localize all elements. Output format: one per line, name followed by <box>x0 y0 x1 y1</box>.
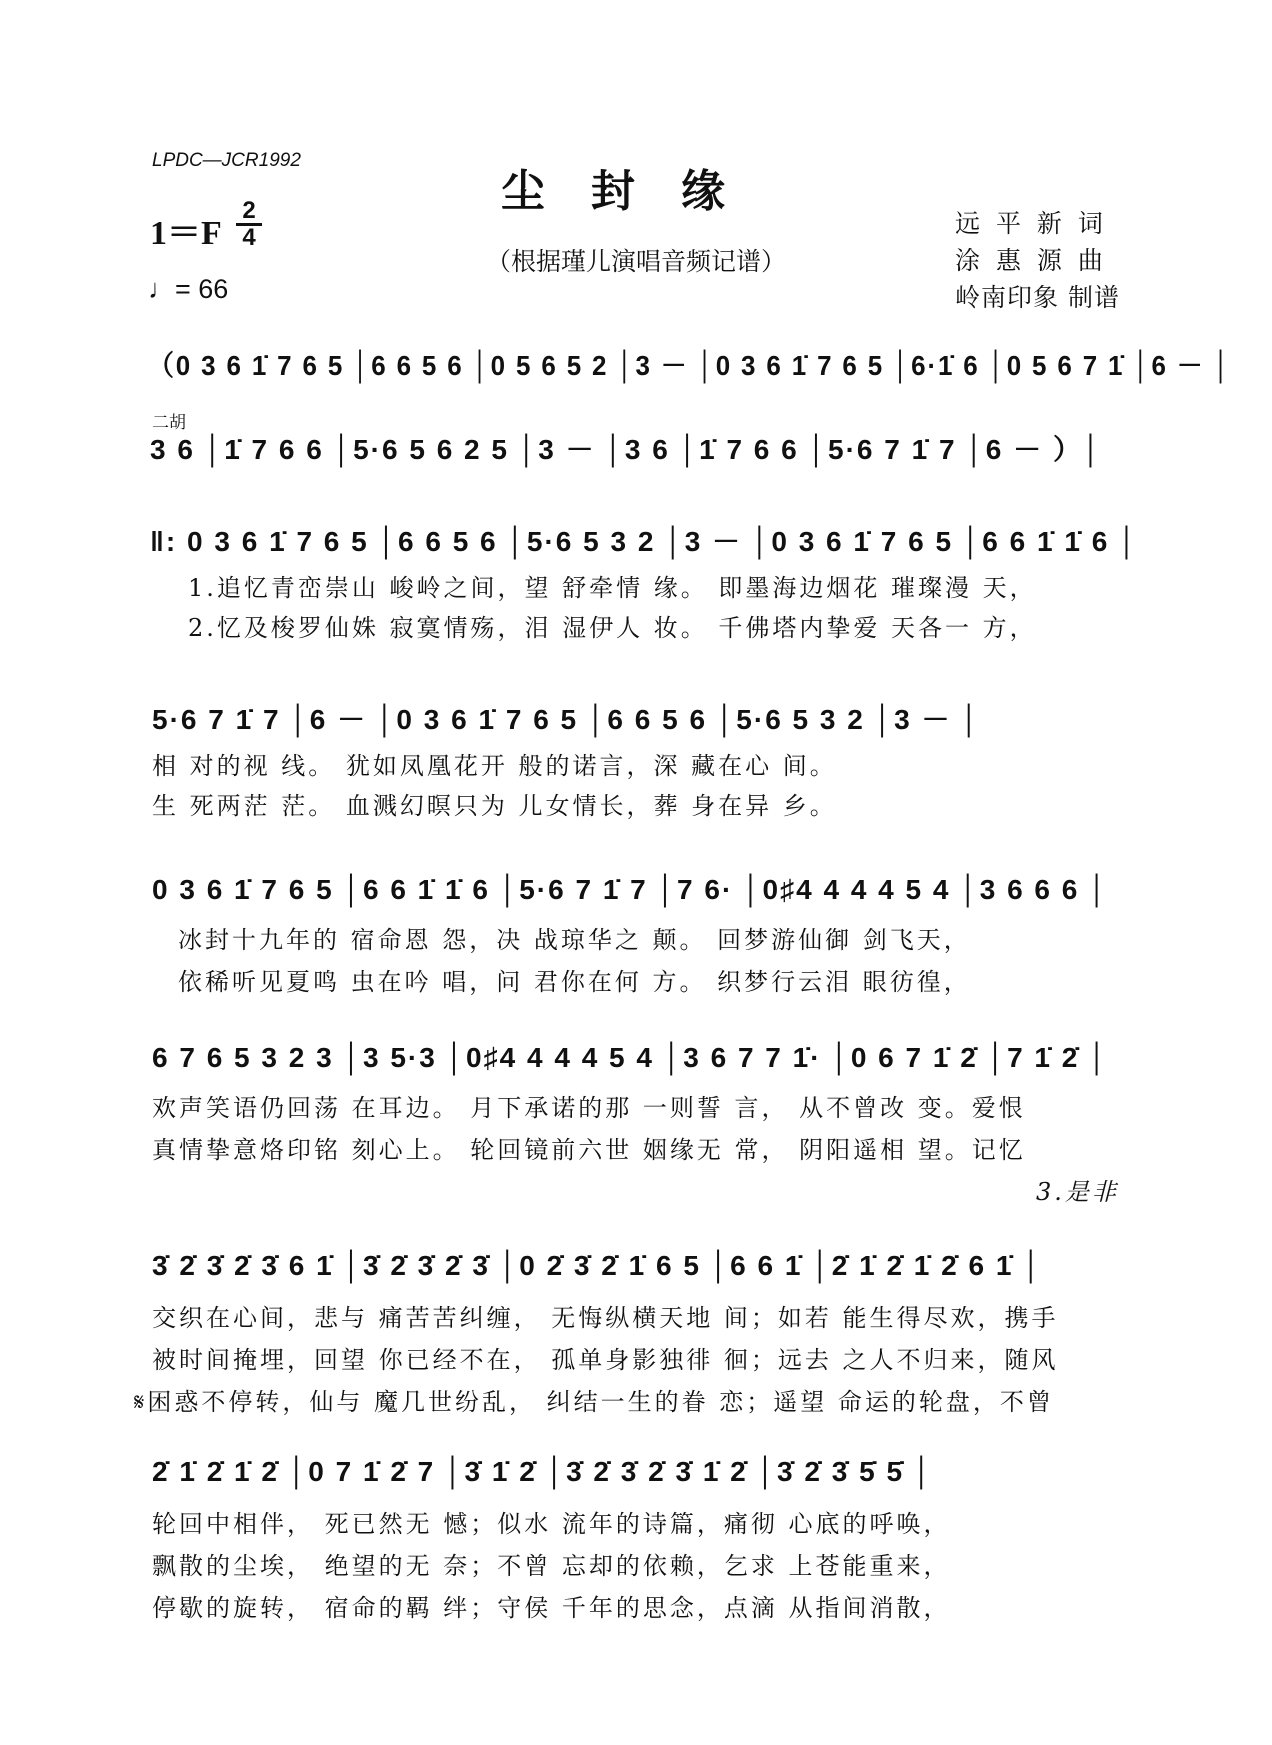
song-title: 尘封缘 <box>501 166 771 217</box>
notation-line-5: 0 3 6 1̇ 7 6 5 │6 6 1̇ 1̇ 6 │5·6 7 1̇ 7 │7 6· │0♯4 4 4 4 5 4 │3 6 6 6 │ <box>152 874 1109 905</box>
lyric-line-7-2: 被时间掩埋，回望 你已经不在， 孤单身影独徘 徊；远去 之人不归来，随风 <box>152 1346 1059 1374</box>
lyric-line-5-1: 冰封十九年的 宿命恩 怨，决 战琼华之 颠。 回梦游仙御 剑飞天， <box>178 926 971 954</box>
lyric-line-3-2: 2.忆及梭罗仙姝 寂寞情殇，泪 湿伊人 妆。 千佛塔内挚爱 天各一 方， <box>188 614 1037 642</box>
notation-line-2: 3 6 │1̇ 7 6 6 │5·6 5 6 2 5 │3 － │3 6 │1̇ 7 6 6 │5·6 7 1̇ 7 │6 － ）│ <box>150 434 1103 465</box>
lyric-line-4-1: 相 对的视 线。 犹如凤凰花开 般的诺言，深 藏在心 间。 <box>152 752 837 780</box>
notation-line-3: ‖: 0 3 6 1̇ 7 6 5 │6 6 5 6 │5·6 5 3 2 │3 － │0 3 6 1̇ 7 6 5 │6 6 1̇ 1̇ 6 │ <box>150 526 1139 557</box>
arranger-credit: 岭南印象 制谱 <box>955 283 1120 312</box>
catalog-code: LPDC—JCR1992 <box>152 150 301 171</box>
lyric-line-8-2: 飘散的尘埃， 绝望的无 奈；不曾 忘却的依赖，乞求 上苍能重来， <box>152 1552 951 1580</box>
notation-line-6: 6 7 6 5 3 2 3 │3 5·3 │0♯4 4 4 4 5 4 │3 6 7 7 1̇· │0 6 7 1̇ 2̇ │7 1̇ 2̇ │ <box>152 1042 1109 1073</box>
lyric-line-6-1: 欢声笑语仍回荡 在耳边。 月下承诺的那 一则誓 言， 从不曾改 变。爱恨 <box>152 1094 1026 1122</box>
key-signature: 1＝F <box>150 215 222 252</box>
lyricist-credit: 远 平 新 词 <box>955 209 1107 238</box>
lyric-line-6-2: 真情挚意烙印铭 刻心上。 轮回镜前六世 姻缘无 常， 阴阳遥相 望。记忆 <box>152 1136 1026 1164</box>
composer-credit: 涂 惠 源 曲 <box>955 246 1107 275</box>
notation-line-7: 3̇ 2̇ 3̇ 2̇ 3̇ 6 1̇ │3̇ 2̇ 3̇ 2̇ 3̇ │0 2̇ 3̇ 2̇ 1̇ 6 5 │6 6 1̇ │2̇ 1̇ 2̇ 1̇ 2̇ 6 1̇ │ <box>152 1250 1043 1281</box>
notation-line-1: （0 3 6 1̇ 7 6 5 │6 6 5 6 │0 5 6 5 2 │3 － │0 3 6 1̇ 7 6 5 │6·1̇ 6 │0 5 6 7 1̇ │6 － │ <box>148 350 1232 381</box>
time-top: 2 <box>242 197 256 224</box>
lyric-line-5-2: 依稀听见夏鸣 虫在吟 唱，问 君你在何 方。 织梦行云泪 眼彷徨， <box>178 968 971 996</box>
tempo-marking: ♩= 66 <box>148 274 229 304</box>
lyric-line-7-3: 𝄋困惑不停转，仙与 魔几世纷乱， 纠结一生的眷 恋；遥望 命运的轮盘，不曾 <box>134 1388 1054 1416</box>
verse-3-marker: 3.是非 <box>1036 1178 1119 1206</box>
notation-line-8: 2̇ 1̇ 2̇ 1̇ 2̇ │0 7 1̇ 2̇ 7 │3̇ 1̇ 2̇ │3̇ 2̇ 3̇ 2̇ 3̇ 1̇ 2̇ │3̇ 2̇ 3̇ 5̇ 5̇ │ <box>152 1456 934 1487</box>
lyric-line-8-3: 停歇的旋转， 宿命的羁 绊；守侯 千年的思念，点滴 从指间消散， <box>152 1594 951 1622</box>
notation-line-4: 5·6 7 1̇ 7 │6 － │0 3 6 1̇ 7 6 5 │6 6 5 6 │5·6 5 3 2 │3 － │ <box>152 704 981 735</box>
lyric-line-3-1: 1.追忆青峦崇山 峻岭之间，望 舒牵情 缘。 即墨海边烟花 璀璨漫 天， <box>188 574 1037 602</box>
erhu-label: 二胡 <box>152 413 186 433</box>
subtitle: （根据瑾儿演唱音频记谱） <box>485 247 786 276</box>
lyric-line-7-1: 交织在心间，悲与 痛苦苦纠缠， 无悔纵横天地 间；如若 能生得尽欢，携手 <box>152 1304 1059 1332</box>
lyric-line-8-1: 轮回中相伴， 死已然无 憾；似水 流年的诗篇，痛彻 心底的呼唤， <box>152 1510 951 1538</box>
time-bottom: 4 <box>242 224 256 251</box>
lyric-line-4-2: 生 死两茫 茫。 血溅幻暝只为 儿女情长，葬 身在异 乡。 <box>152 792 837 820</box>
